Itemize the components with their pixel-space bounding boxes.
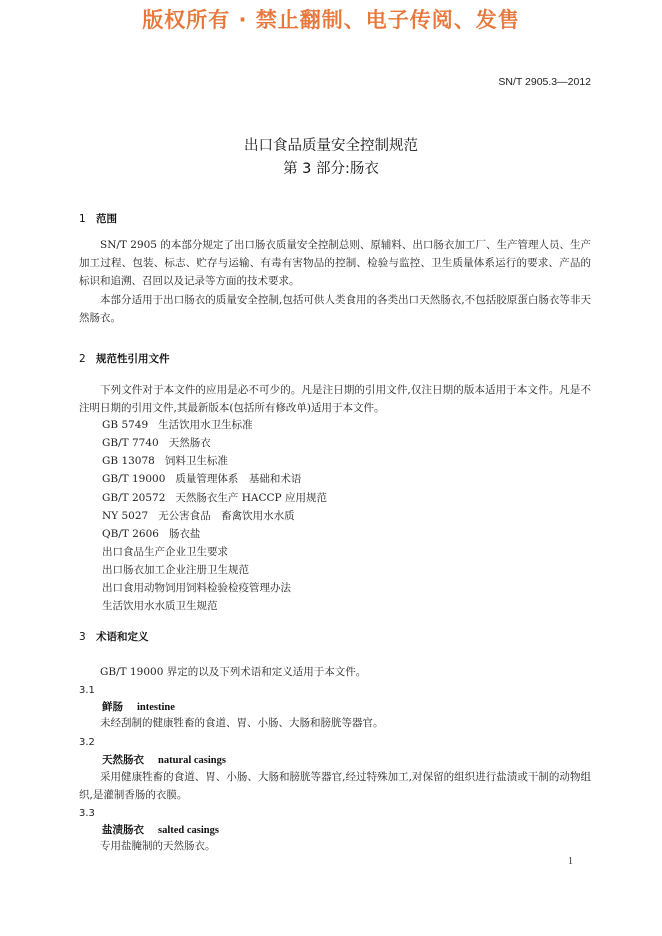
reference-title: 天然肠衣 (168, 437, 211, 450)
term-entry (102, 752, 226, 767)
reference-title: 无公害食品 畜禽饮用水水质 (158, 509, 295, 522)
term-clause-number: 3.3 (79, 808, 95, 819)
section-number: 1 (79, 213, 86, 225)
reference-title: 出口肠衣加工企业注册卫生规范 (102, 564, 249, 577)
reference-item (102, 543, 327, 561)
section-heading-scope (79, 211, 117, 226)
reference-title: 肠衣盐 (168, 527, 201, 540)
term-entry (102, 822, 219, 837)
term-chinese: 鲜肠 (102, 701, 123, 713)
term-english: intestine (137, 702, 175, 713)
reference-code: GB 5749 (102, 419, 149, 431)
reference-title: 生活饮用水水质卫生规范 (102, 600, 218, 613)
term-chinese: 天然肠衣 (102, 754, 144, 766)
scope-paragraph-1: SN/T 2905 的本部分规定了出口肠衣质量安全控制总则、原辅料、出口肠衣加工厂、生产管理人员、生产加工过程、包装、标志、贮存与运输、有毒有害物品的控制、检验与监控、卫生质量体系运行的要求、产品的标识和追溯、召回以及记录等方面的技术要求。 (79, 239, 591, 288)
reference-item (102, 561, 327, 579)
reference-item (102, 507, 327, 525)
reference-code: GB 13078 (102, 455, 155, 468)
term-chinese: 盐渍肠衣 (102, 824, 144, 836)
term-clause-number: 3.2 (79, 737, 95, 748)
copyright-watermark: 版权所有 · 禁止翻制、电子传阅、发售 (142, 8, 520, 32)
document-title: 出口食品质量安全控制规范 (244, 138, 418, 154)
reference-title: 饲料卫生标准 (164, 455, 228, 468)
reference-list (102, 416, 327, 616)
reference-title: 出口食用动物饲用饲料检验检疫管理办法 (102, 582, 291, 595)
reference-code: NY 5027 (102, 509, 149, 522)
term-definition: 未经刮制的健康牲畜的食道、胃、小肠、大肠和膀胱等器官。 (100, 717, 384, 729)
reference-title: 出口食品生产企业卫生要求 (102, 545, 228, 558)
reference-title: 质量管理体系 基础和术语 (175, 473, 302, 486)
section-heading-references (79, 351, 170, 366)
reference-code: GB/T 20572 (102, 491, 166, 504)
reference-title: 生活饮用水卫生标准 (158, 419, 253, 431)
term-entry (102, 699, 175, 714)
section-title: 术语和定义 (96, 631, 149, 643)
section-number: 2 (79, 353, 86, 365)
reference-item (102, 452, 327, 470)
reference-item (102, 416, 327, 434)
section-title: 规范性引用文件 (96, 353, 170, 365)
reference-code: QB/T 2606 (102, 527, 159, 540)
term-definition: 专用盐腌制的天然肠衣。 (100, 840, 216, 852)
page-number: 1 (568, 856, 573, 867)
reference-item (102, 489, 327, 507)
reference-item (102, 525, 327, 543)
scope-paragraph-2: 本部分适用于出口肠衣的质量安全控制,包括可供人类食用的各类出口天然肠衣,不包括胶原蛋白肠衣等非天然肠衣。 (79, 294, 591, 325)
references-intro: 下列文件对于本文件的应用是必不可少的。凡是注日期的引用文件,仅注日期的版本适用于本文件。凡是不注明日期的引用文件,其最新版本(包括所有修改单)适用于本文件。 (79, 384, 591, 415)
section-number: 3 (79, 631, 86, 643)
reference-code: GB/T 7740 (102, 437, 159, 450)
section-title: 范围 (96, 213, 117, 225)
document-number: SN/T 2905.3—2012 (498, 76, 591, 88)
term-definition: 采用健康牲畜的食道、胃、小肠、大肠和膀胱等器官,经过特殊加工,对保留的组织进行盐渍或干制的动物组织,是灌制香肠的衣膜。 (79, 771, 591, 802)
reference-item (102, 470, 327, 488)
term-clause-number: 3.1 (79, 685, 95, 696)
document-subtitle: 第 3 部分:肠衣 (283, 161, 379, 177)
reference-item (102, 597, 327, 615)
terms-intro: GB/T 19000 界定的以及下列术语和定义适用于本文件。 (100, 666, 367, 678)
reference-title: 天然肠衣生产 HACCP 应用规范 (175, 491, 327, 504)
section-heading-terms (79, 629, 149, 644)
reference-code: GB/T 19000 (102, 473, 166, 486)
reference-item (102, 579, 327, 597)
term-english: natural casings (158, 755, 226, 766)
term-english: salted casings (158, 825, 219, 836)
reference-item (102, 434, 327, 452)
